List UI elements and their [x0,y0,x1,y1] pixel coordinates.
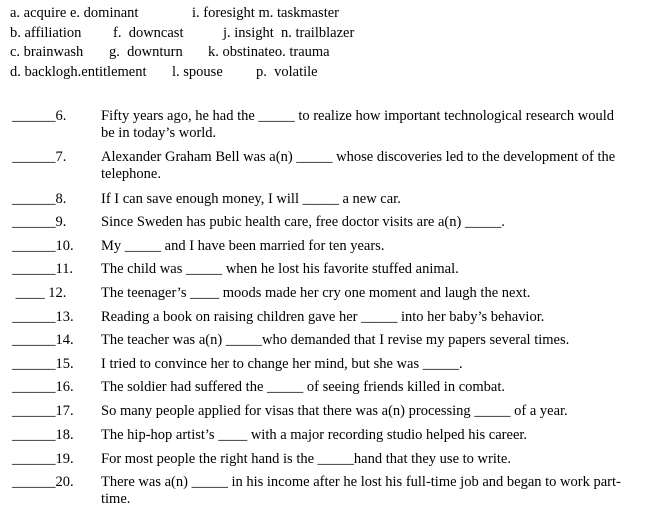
question-text: Fifty years ago, he had the _____ to realize how important technological research would be in today’s world. [101,108,614,141]
word-bank-entry: a. acquire e. dominant [10,5,139,21]
question-text: Since Sweden has pubic health care, free doctor visits are a(n) _____. [101,214,505,230]
question-text: If I can save enough money, I will _____ a new car. [101,191,401,207]
word-bank-entry: d. backlogh.entitlement [10,64,147,81]
question-text: The teacher was a(n) _____who demanded that I revise my papers several times. [101,332,570,348]
question-number: ______6. [12,108,67,124]
question-number: ______19. [12,451,74,467]
question-text: For most people the right hand is the _____hand that they use to write. [101,451,511,467]
question-text: The soldier had suffered the _____ of seeing friends killed in combat. [101,379,506,395]
word-bank [10,4,650,83]
word-bank-line-4 [10,63,650,83]
question-text: The teenager’s ____ moods made her cry one moment and laugh the next. [101,285,531,301]
question-number: ______11. [12,261,74,277]
word-bank-entry: l. spouse [172,64,223,81]
word-bank-entry: g. downturn [109,44,183,61]
question-number: ______18. [12,427,74,443]
word-bank-entry: j. insight n. trailblazer [223,24,355,41]
question-text: There was a(n) _____ in his income after he lost his full-time job and began to work part-time. [101,474,621,507]
word-bank-entry: c. brainwash [10,44,84,61]
question-number: ______15. [12,356,74,372]
word-bank-entry: b. affiliation [10,24,82,41]
question-text: The hip-hop artist’s ____ with a major recording studio helped his career. [101,427,528,443]
question-number: ______7. [12,149,67,165]
question-number: ______10. [12,238,74,254]
question-number: ______14. [12,332,74,348]
word-bank-entry: f. downcast [113,24,184,41]
question-number: ______20. [12,474,74,490]
word-bank-entry: i. foresight m. taskmaster [192,5,339,21]
question-number: ______17. [12,403,74,419]
question-text: My _____ and I have been married for ten years. [101,238,385,254]
question-text: I tried to convince her to change her mind, but she was _____. [101,356,463,372]
question-number: ____ 12. [12,285,67,301]
word-bank-line-1 [10,4,650,24]
question-number: ______13. [12,309,74,325]
question-text: So many people applied for visas that there was a(n) processing _____ of a year. [101,403,568,419]
question-text: The child was _____ when he lost his favorite stuffed animal. [101,261,459,277]
question-number: ______9. [12,214,67,230]
word-bank-entry: k. obstinateo. trauma [208,44,330,61]
question-number: ______8. [12,191,67,207]
word-bank-line-2 [10,24,650,44]
question-number: ______16. [12,379,74,395]
word-bank-entry: p. volatile [256,64,318,81]
word-bank-line-3 [10,43,650,63]
question-text: Reading a book on raising children gave her _____ into her baby’s behavior. [101,309,545,325]
question-text: Alexander Graham Bell was a(n) _____ whose discoveries led to the development of the telephone. [101,149,616,182]
